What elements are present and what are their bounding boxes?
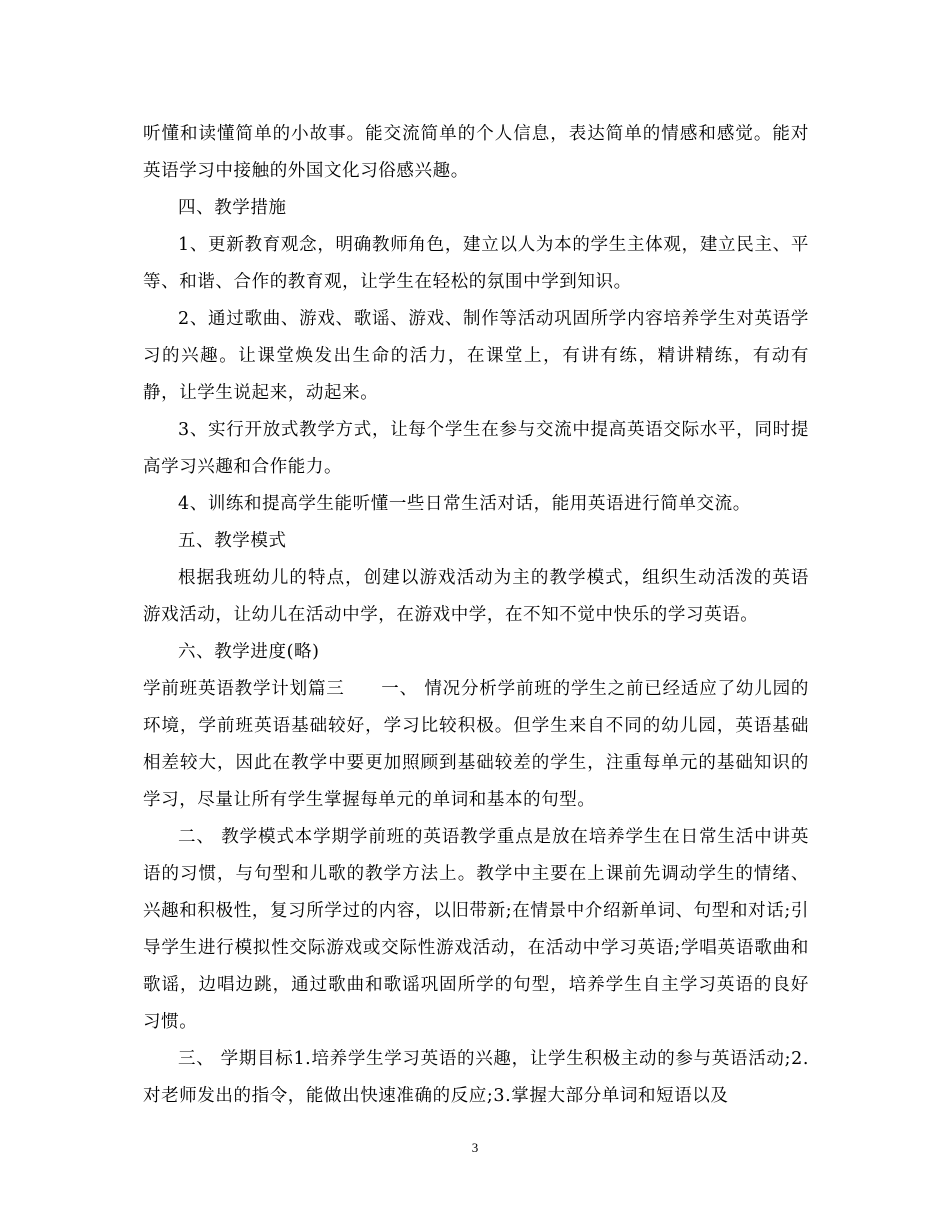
paragraph-measure-4: 4、训练和提高学生能听懂一些日常生活对话，能用英语进行简单交流。: [178, 494, 751, 514]
paragraph-plan-three: 学前班英语教学计划篇三 一、 情况分析学前班的学生之前已经适应了幼儿园的环境，学前班英语基础较好，学习比较积极。但学生来自不同的幼儿园，英语基础相差较大，因此在教学中要更加照顾到基础较差的学生，注重每单元的基础知识的学习，尽量让所有学生掌握每单元的单词和基本的句型。: [143, 679, 809, 810]
paragraph-measure-2: 2、通过歌曲、游戏、歌谣、游戏、制作等活动巩固所学内容培养学生对英语学习的兴趣。让课堂焕发出生命的活力，在课堂上，有讲有练，精讲精练，有动有静，让学生说起来，动起来。: [143, 309, 809, 403]
paragraph-teaching-mode: 根据我班幼儿的特点，创建以游戏活动为主的教学模式，组织生动活泼的英语游戏活动，让幼儿在活动中学，在游戏中学，在不知不觉中快乐的学习英语。: [143, 568, 809, 625]
heading-teaching-mode: 五、教学模式: [178, 531, 287, 551]
document-body: [143, 116, 809, 1115]
page-number: 3: [471, 1140, 479, 1155]
paragraph-semester-goals: 三、 学期目标1.培养学生学习英语的兴趣，让学生积极主动的参与英语活动;2.对老师发出的指令，能做出快速准确的反应;3.掌握大部分单词和短语以及: [143, 1049, 809, 1106]
paragraph-1: 听懂和读懂简单的小故事。能交流简单的个人信息，表达简单的情感和感觉。能对英语学习中接触的外国文化习俗感兴趣。: [143, 124, 809, 181]
paragraph-measure-1: 1、更新教育观念，明确教师角色，建立以人为本的学生主体观，建立民主、平等、和谐、合作的教育观，让学生在轻松的氛围中学到知识。: [143, 235, 809, 292]
paragraph-measure-3: 3、实行开放式教学方式，让每个学生在参与交流中提高英语交际水平，同时提高学习兴趣和合作能力。: [143, 420, 809, 477]
paragraph-teaching-mode-2: 二、 教学模式本学期学前班的英语教学重点是放在培养学生在日常生活中讲英语的习惯，与句型和儿歌的教学方法上。教学中主要在上课前先调动学生的情绪、兴趣和积极性，复习所学过的内容，以旧带新;在情景中介绍新单词、句型和对话;引导学生进行模拟性交际游戏或交际性游戏活动，在活动中学习英语;学唱英语歌曲和歌谣，边唱边跳，通过歌曲和歌谣巩固所学的句型，培养学生自主学习英语的良好习惯。: [143, 827, 809, 1032]
heading-teaching-measures: 四、教学措施: [178, 198, 287, 218]
heading-teaching-progress: 六、教学进度(略): [178, 642, 320, 662]
